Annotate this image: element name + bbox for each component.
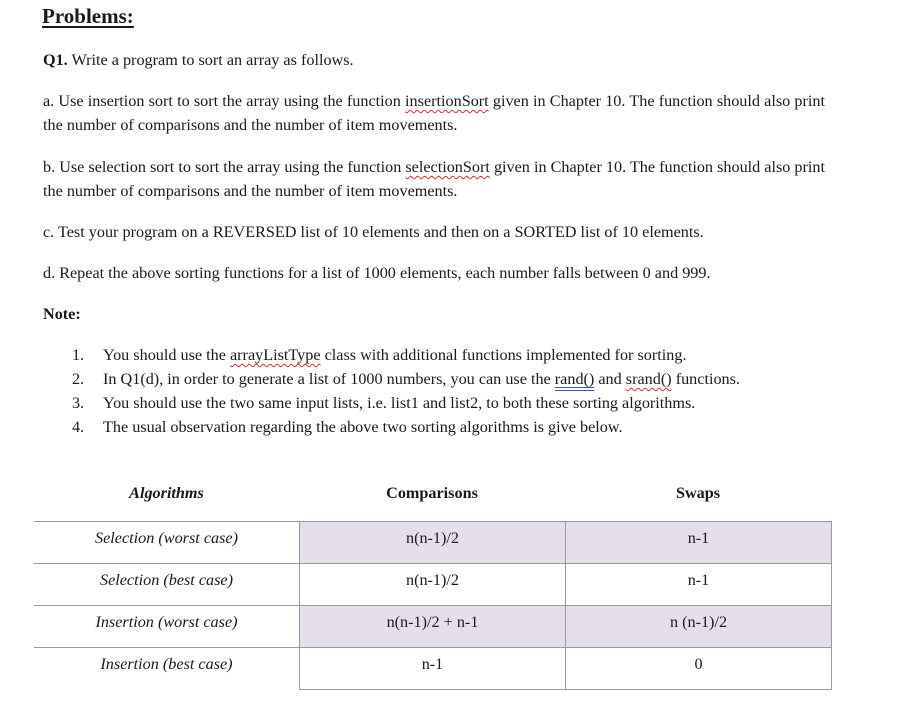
cell-text: 0	[694, 654, 703, 673]
comparisons-cell	[300, 648, 566, 690]
complexity-table	[34, 521, 832, 690]
algorithm-cell	[34, 648, 300, 690]
list-text: The usual observation regarding the above two sorting algorithms is give below.	[103, 418, 623, 436]
function-name-selection: selectionSort	[405, 158, 490, 176]
cell-text: n(n-1)/2	[405, 570, 460, 589]
header-swaps: Swaps	[675, 484, 721, 502]
table-row	[34, 522, 832, 564]
cell-text: Insertion (worst case)	[95, 612, 238, 631]
notes-list	[72, 343, 824, 439]
algorithm-cell	[34, 564, 300, 606]
list-number: 4.	[72, 418, 85, 436]
text-run: In Q1(d), in order to generate a list of 1000 numbers, you can use the	[103, 370, 555, 388]
cell-text: n (n-1)/2	[669, 612, 728, 631]
function-name-rand: rand()	[554, 370, 595, 388]
swaps-cell	[566, 648, 832, 690]
list-item	[72, 415, 824, 439]
question-1	[43, 48, 354, 72]
text-run: You should use the	[103, 346, 230, 364]
class-name-arraylisttype: arrayListType	[229, 346, 321, 364]
list-number: 2.	[72, 370, 85, 388]
comparisons-cell	[300, 564, 566, 606]
cell-text: n-1	[687, 528, 710, 547]
header-algorithms: Algorithms	[129, 484, 204, 502]
question-label: Q1.	[43, 51, 68, 69]
text-run: functions.	[671, 370, 740, 388]
part-b	[43, 155, 825, 203]
list-text: You should use the two same input lists, i.e. list1 and list2, to both these sorting algorithms.	[103, 394, 696, 412]
cell-text: n(n-1)/2	[405, 528, 460, 547]
table-row	[34, 606, 832, 648]
part-d: d. Repeat the above sorting functions for a list of 1000 elements, each number falls between 0 and 999.	[43, 264, 711, 282]
part-a	[43, 89, 825, 137]
list-number: 3.	[72, 394, 85, 412]
note-heading: Note:	[43, 305, 81, 323]
header-comparisons: Comparisons	[386, 484, 478, 502]
part-c: c. Test your program on a REVERSED list of 10 elements and then on a SORTED list of 10 elements.	[43, 223, 704, 241]
list-item	[72, 343, 824, 367]
function-name-insertion: insertionSort	[405, 92, 489, 110]
list-text	[103, 367, 824, 391]
question-text: Write a program to sort an array as follows.	[67, 51, 354, 69]
part-a-text-2: given in Chapter 10. The function should also print the number of comparisons and the number of item movements.	[43, 92, 826, 134]
algorithm-cell	[34, 522, 300, 564]
text-run: class with additional functions implemented for sorting.	[320, 346, 687, 364]
cell-text: n-1	[687, 570, 710, 589]
cell-text: n(n-1)/2 + n-1	[386, 612, 479, 631]
list-item	[72, 391, 824, 415]
list-text	[103, 343, 824, 367]
cell-text: Insertion (best case)	[100, 654, 233, 673]
cell-text: Selection (worst case)	[95, 528, 238, 547]
swaps-cell	[566, 522, 832, 564]
page-title: Problems:	[42, 4, 134, 28]
swaps-cell	[566, 606, 832, 648]
comparisons-cell	[300, 522, 566, 564]
table-row	[34, 648, 832, 690]
function-name-srand: srand()	[625, 370, 672, 388]
cell-text: Selection (best case)	[99, 570, 234, 589]
swaps-cell	[566, 564, 832, 606]
part-b-text-1: b. Use selection sort to sort the array using the function	[43, 158, 406, 176]
list-number: 1.	[72, 346, 85, 364]
comparisons-cell	[300, 606, 566, 648]
cell-text: n-1	[421, 654, 444, 673]
part-a-text-1: a. Use insertion sort to sort the array using the function	[43, 92, 406, 110]
part-b-text-2: given in Chapter 10. The function should also print the number of comparisons and the number of item movements.	[43, 158, 825, 200]
list-item	[72, 367, 824, 391]
algorithm-cell	[34, 606, 300, 648]
table-row	[34, 564, 832, 606]
text-run: and	[594, 370, 626, 388]
